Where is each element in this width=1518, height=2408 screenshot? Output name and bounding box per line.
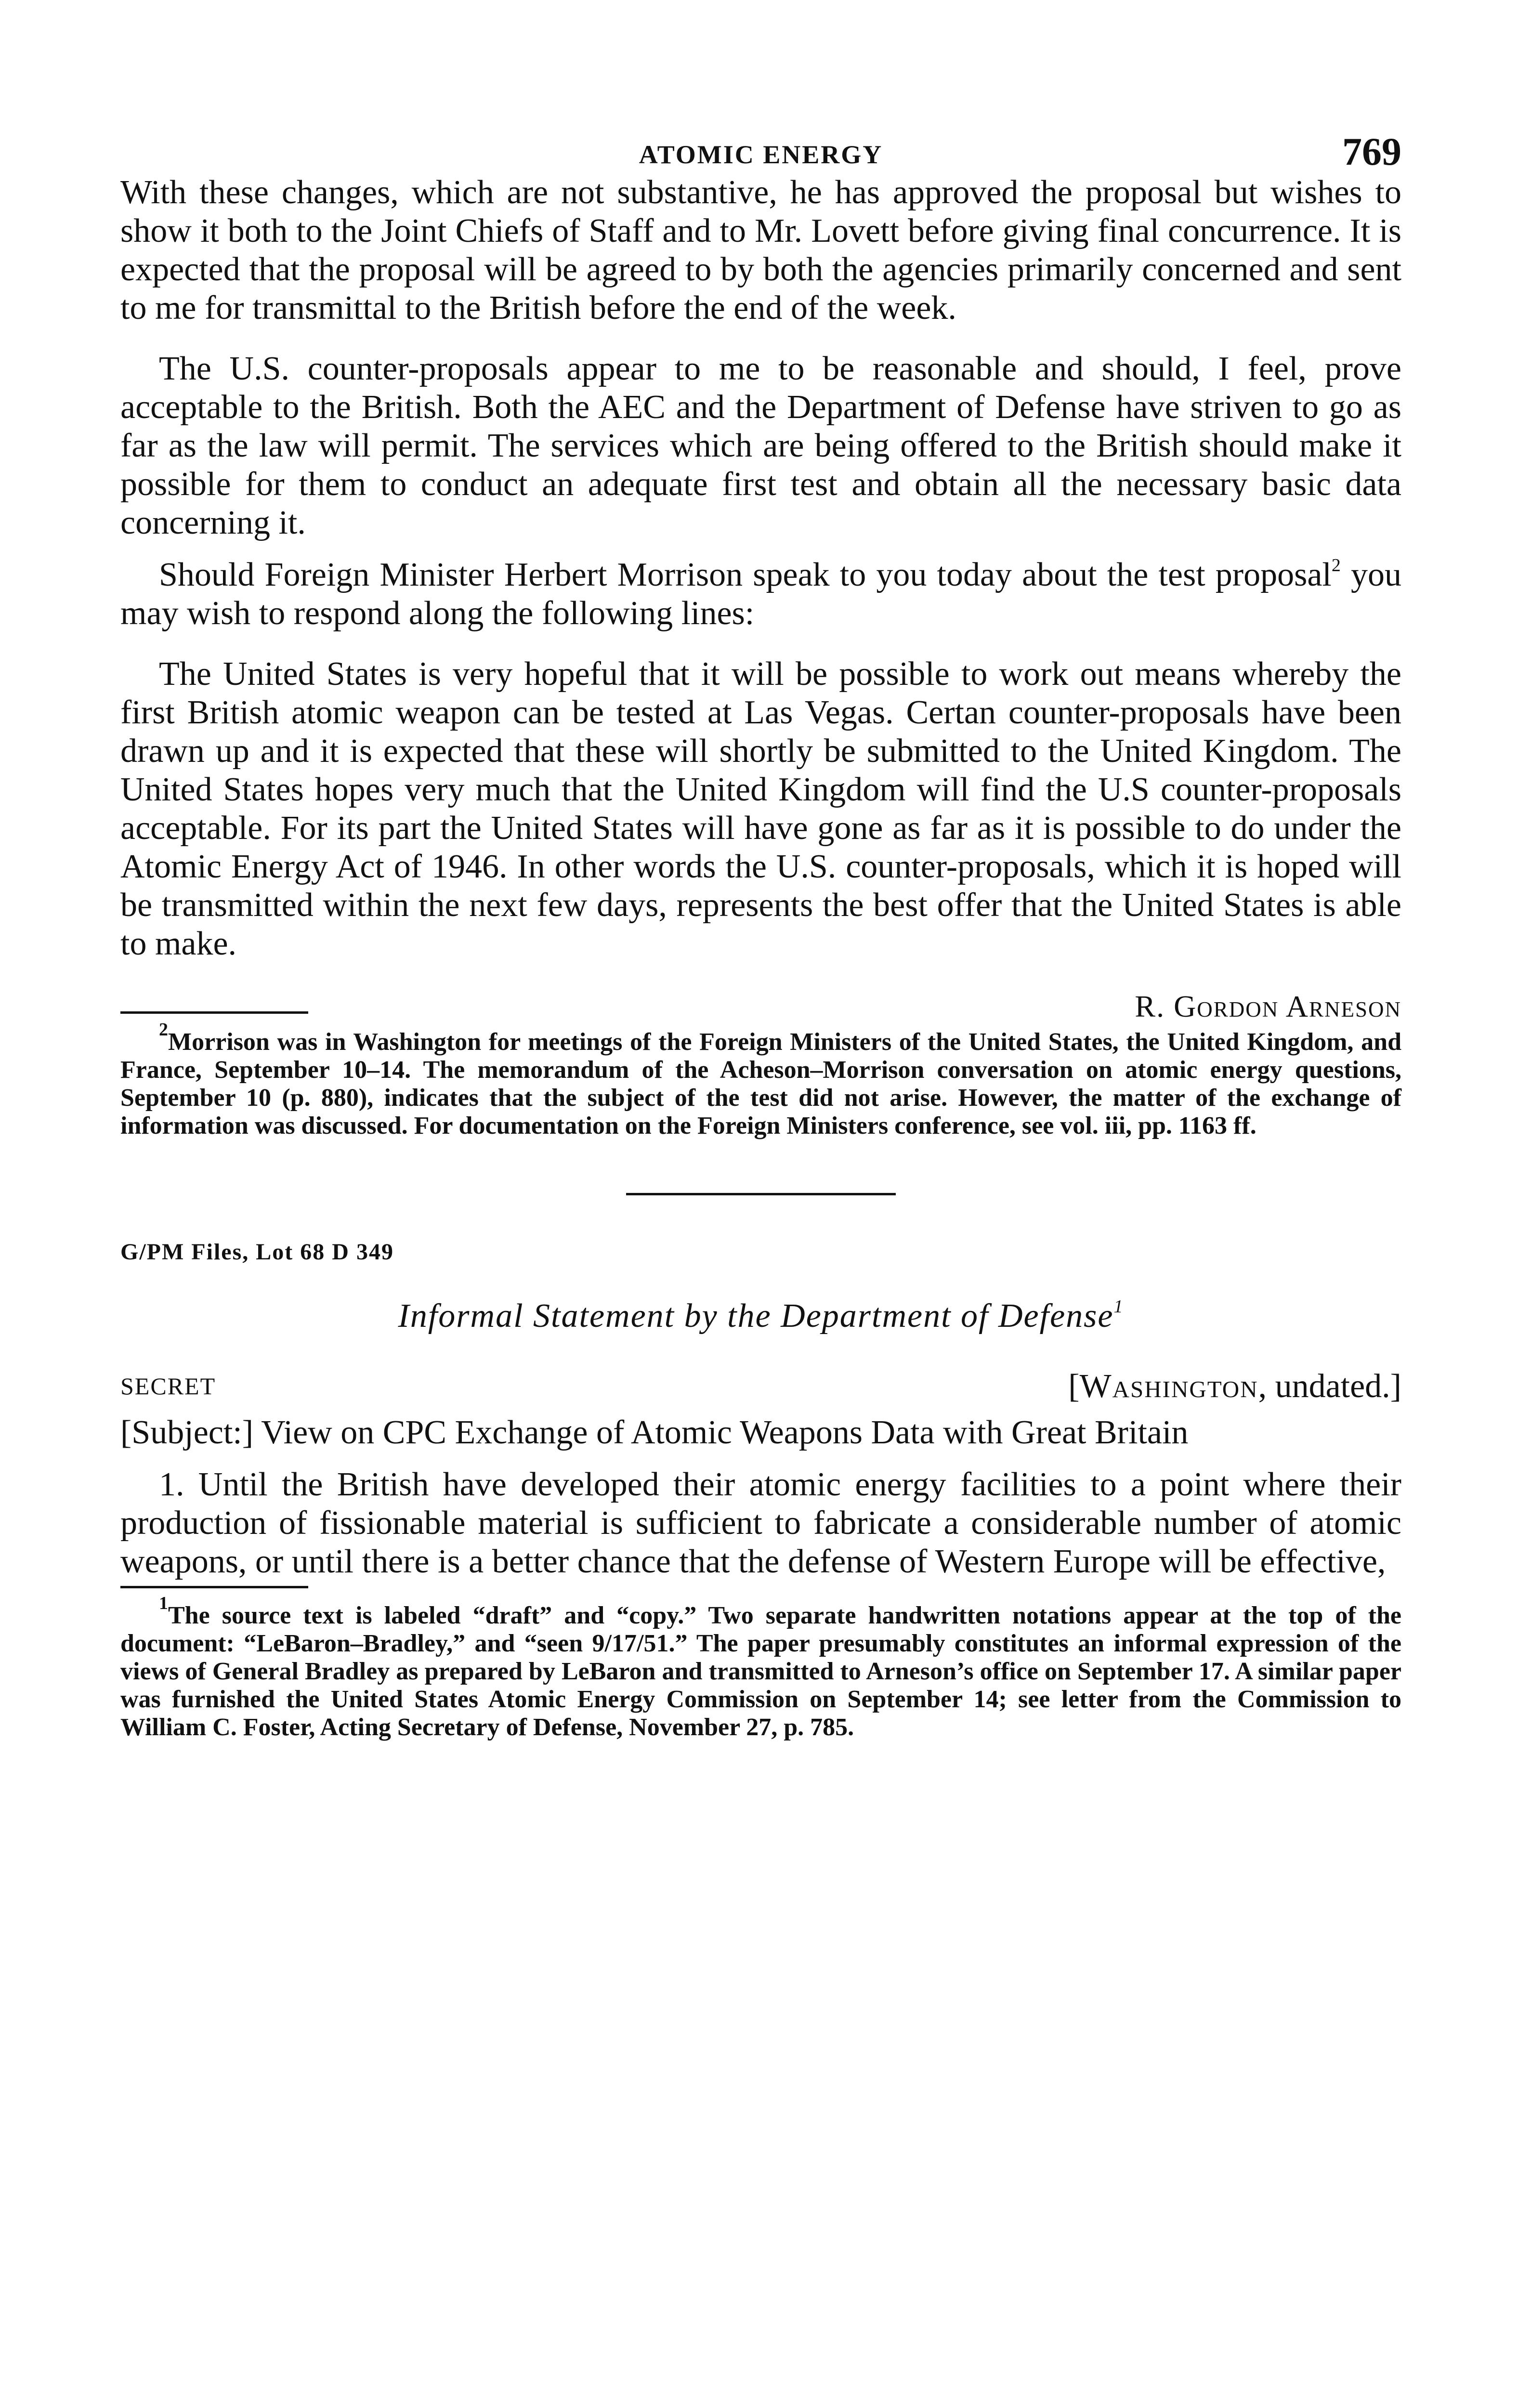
place-date (1068, 1367, 1401, 1406)
memo-paragraph-3 (120, 556, 1401, 633)
running-head (120, 120, 1401, 173)
place-open-bracket: [ (1068, 1368, 1080, 1405)
footnote-reference-2[interactable]: 2 (1331, 555, 1341, 576)
section-divider (626, 1193, 896, 1195)
footnote-divider-bottom (120, 1586, 308, 1588)
document-page (120, 120, 1401, 1741)
place-name: Washington (1079, 1368, 1258, 1405)
date-text: , undated.] (1258, 1368, 1401, 1405)
footnote-divider (120, 1011, 308, 1014)
subject-line: [Subject:] View on CPC Exchange of Atomic Weapons Data with Great Britain (120, 1414, 1189, 1451)
running-title: ATOMIC ENERGY (639, 140, 883, 169)
page-number: 769 (1342, 130, 1401, 173)
memo-paragraph-3-tail: you may wish to respond along the following lines: (120, 556, 1401, 632)
memo-paragraph-1: With these changes, which are not substantive, he has approved the proposal but wishes to show it both to the Joint Chiefs of Staff and to Mr. Lovett before giving final concurrence. It is expected that the proposal will be agreed to by both the agencies primarily concerned and sent to me for transmittal to the British before the end of the week. (120, 174, 1401, 327)
footnote-2-text: Morrison was in Washington for meetings of the Foreign Ministers of the United States, the United Kingdom, and France, September 10–14. The memorandum of the Acheson–Morrison conversation on atomic energy questions, September 10 (p. 880), indicates that the subject of the test did not arise. However, the matter of the exchange of information was discussed. For documentation on the Foreign Ministers conference, see vol. iii, pp. 1163 ff. (120, 1028, 1401, 1139)
statement-paragraph-1: 1. Until the British have developed their atomic energy facilities to a point where their production of fissionable material is sufficient to fabricate a considerable number of atomic weapons, or until there is a better chance that the defense of Western Europe will be effective, (120, 1466, 1401, 1580)
footnote-1 (120, 1593, 1401, 1741)
signature: R. Gordon Arneson (1135, 989, 1401, 1023)
footnote-1-marker: 1 (159, 1593, 168, 1613)
file-reference: G/PM Files, Lot 68 D 349 (120, 1239, 394, 1265)
footnote-reference-1[interactable]: 1 (1113, 1296, 1124, 1317)
document-title-text: Informal Statement by the Department of Defense (398, 1297, 1114, 1335)
footnote-2 (120, 1020, 1401, 1140)
footnote-1-text: The source text is labeled “draft” and “copy.” Two separate handwritten notations appear at the top of the document: “LeBaron–Bradley,” and “seen 9/17/51.” The paper presumably constitutes an informal expression of the views of General Bradley as prepared by LeBaron and transmitted to Arneson’s office on September 17. A similar paper was furnished the United States Atomic Energy Commission on September 14; see letter from the Commission to William C. Foster, Acting Secretary of Defense, November 27, p. 785. (120, 1602, 1401, 1741)
quoted-response: The United States is very hopeful that it will be possible to work out means whereby the first British atomic weapon can be tested at Las Vegas. Certan counter-proposals have been drawn up and it is expected that these will shortly be submitted to the United Kingdom. The United States hopes very much that the United Kingdom will find the U.S counter-proposals acceptable. For its part the United States will have gone as far as it is possible to do under the Atomic Energy Act of 1946. In other words the U.S. counter-proposals, which it is hoped will be transmitted within the next few days, represents the best offer that the United States is able to make. (120, 655, 1401, 962)
footnote-2-marker: 2 (159, 1020, 168, 1040)
classification-label: SECRET (120, 1373, 216, 1400)
classification-row (120, 1367, 1401, 1406)
memo-paragraph-2: The U.S. counter-proposals appear to me to be reasonable and should, I feel, prove acceptable to the British. Both the AEC and the Department of Defense have striven to go as far as the law will permit. The services which are being offered to the British should make it possible for them to conduct an adequate first test and obtain all the necessary basic data concerning it. (120, 350, 1401, 541)
memo-paragraph-3-text: Should Foreign Minister Herbert Morrison speak to you today about the test proposal (159, 556, 1332, 593)
document-title (120, 1297, 1401, 1335)
